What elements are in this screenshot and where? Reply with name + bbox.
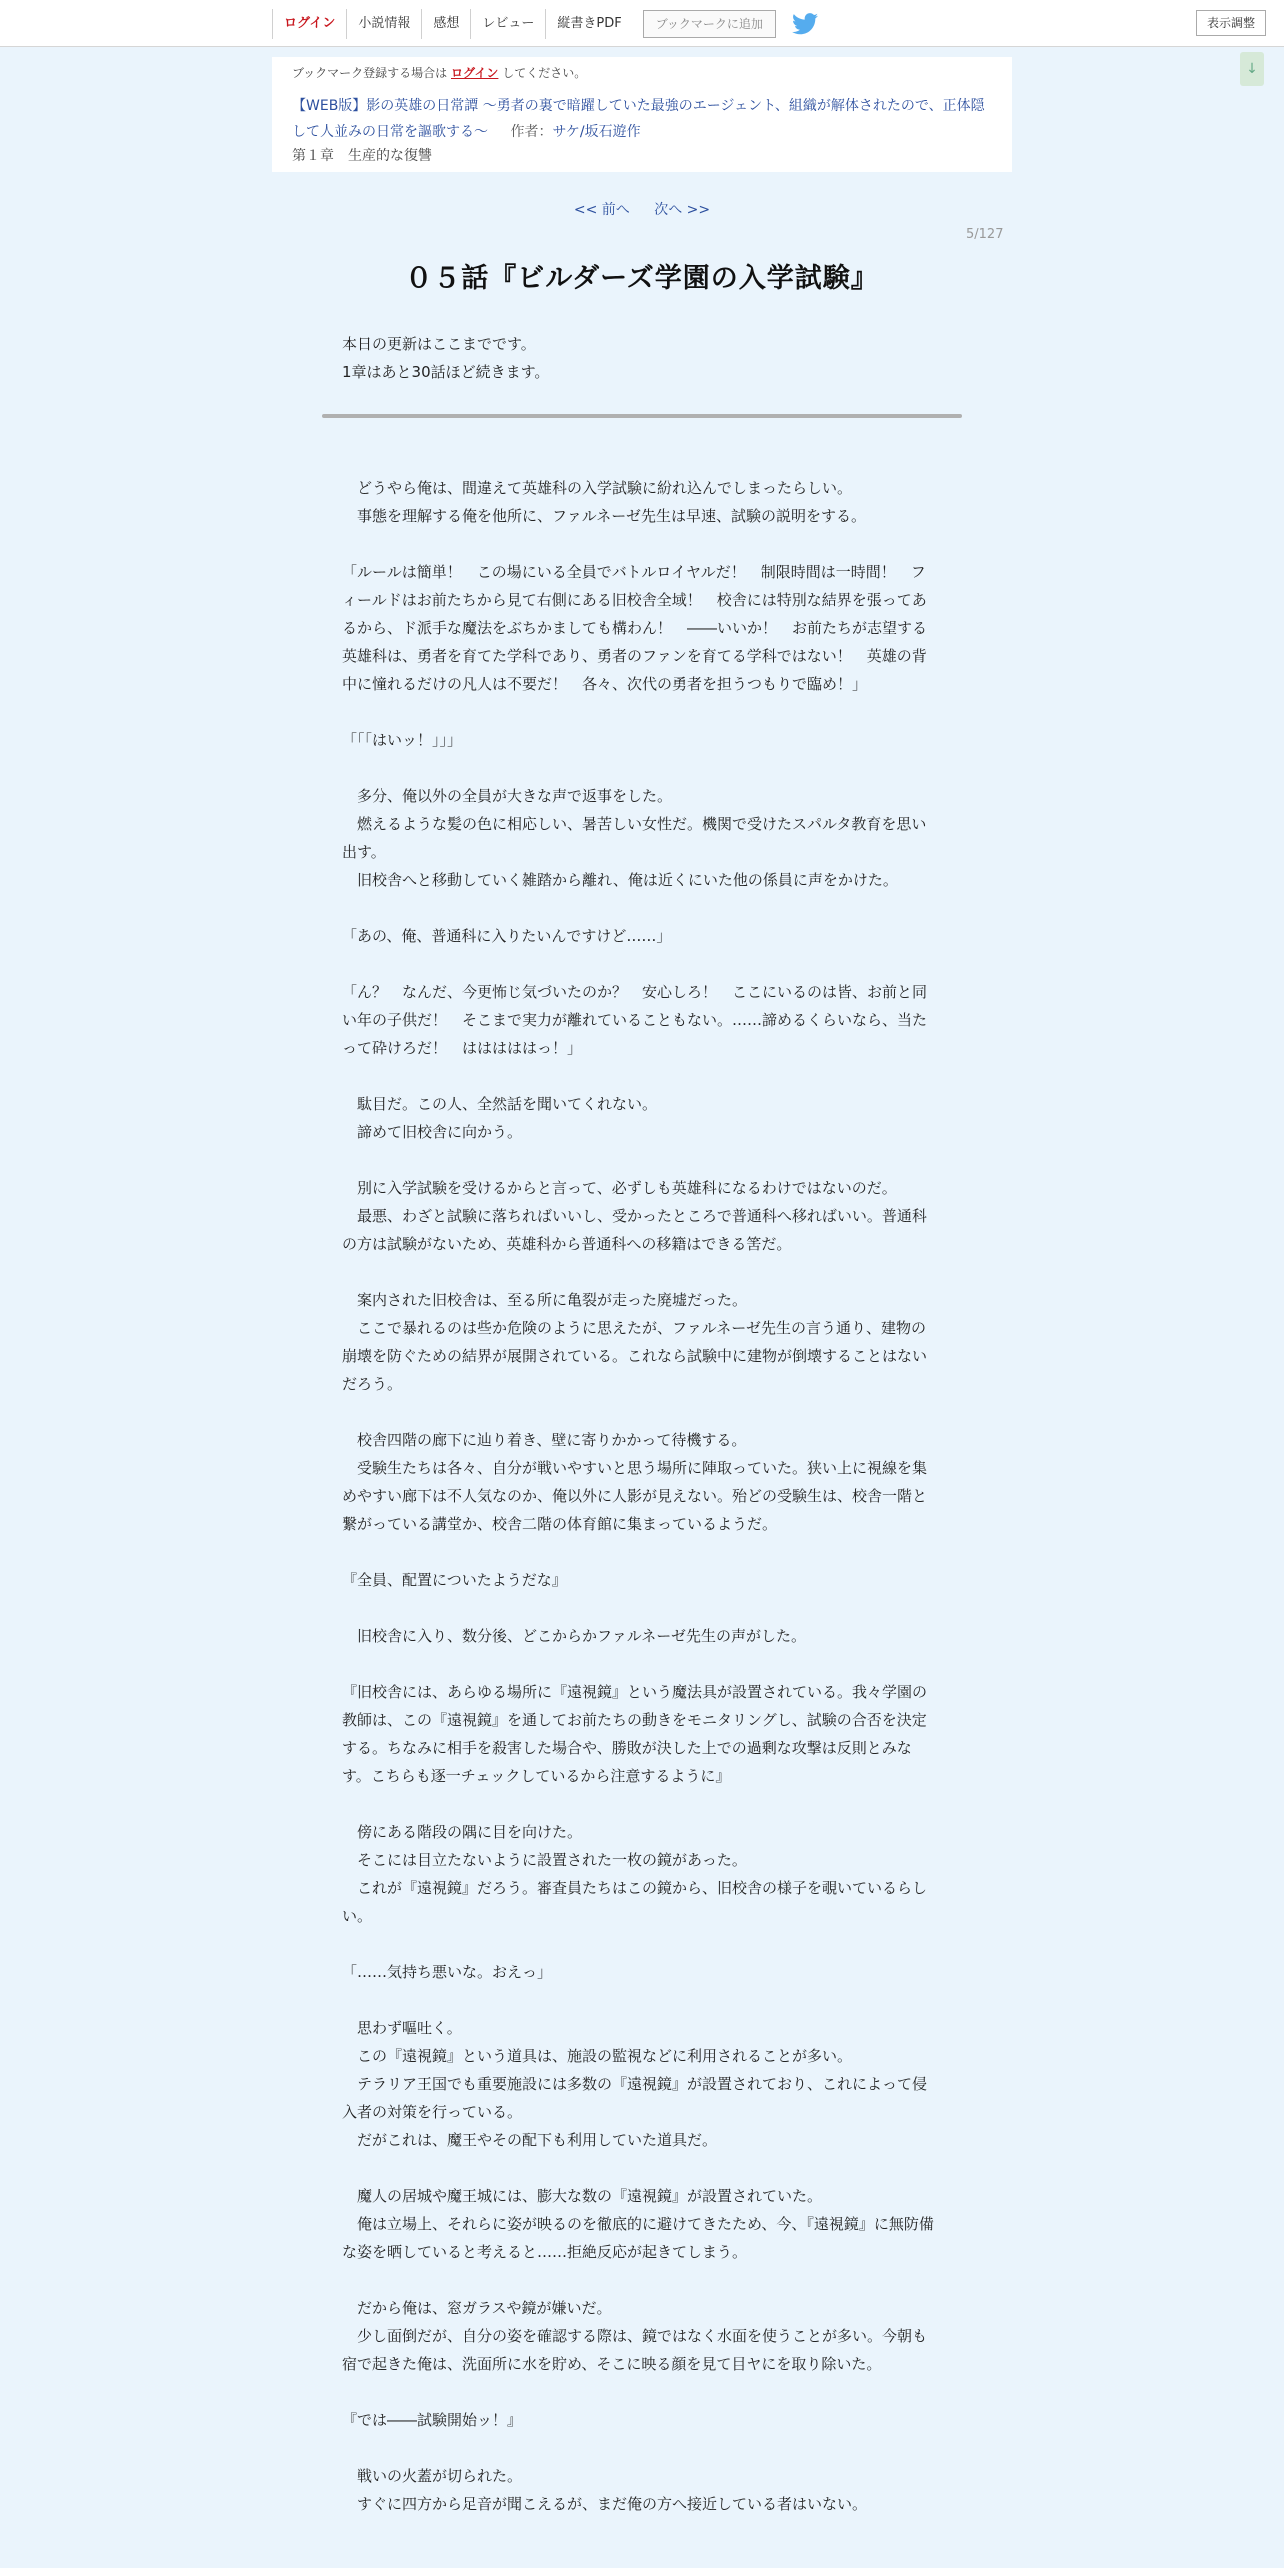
blank-line (342, 1258, 936, 1286)
blank-line (342, 894, 936, 922)
blank-line (342, 754, 936, 782)
nav-novel-info[interactable]: 小説情報 (346, 9, 421, 39)
body-paragraph: 思わず嘔吐く。 (342, 2019, 462, 2037)
blank-line (342, 530, 936, 558)
prev-link[interactable]: << 前へ (573, 202, 630, 218)
scroll-down-arrow-icon[interactable]: ↓ (1240, 52, 1264, 86)
login-note-suffix: してください。 (502, 66, 587, 80)
body-paragraph: 「ルールは簡単！ この場にいる全員でバトルロイヤルだ！ 制限時間は一時間！ フィールドはお前たちから見て右側にある旧校舎全域！ 校舎には特別な結界を張ってあるから、ド派手な魔法をぶちかましても構わん！ ――いいか！ お前たちが志望する英雄科は、勇者を育てた学科であり、勇者のファンを育てる学科ではない！ 英雄の背中に憧れるだけの凡人は不要だ！ 各々、次代の勇者を担うつもりで臨め！」 (342, 563, 928, 693)
next-link[interactable]: 次へ >> (654, 202, 711, 218)
blank-line (342, 2266, 936, 2294)
body-paragraph: これが『遠視鏡』だろう。審査員たちはこの鏡から、旧校舎の様子を覗いているらしい。 (342, 1879, 928, 1925)
novel-body (342, 474, 936, 2518)
body-paragraph: 『では――試験開始ッ！』 (342, 2411, 523, 2429)
author-label: 作者： (510, 124, 553, 140)
page-number: 5/127 (966, 227, 1004, 242)
nav-vertical-pdf[interactable]: 縦書きPDF (545, 9, 632, 39)
body-paragraph: そこには目立たないように設置された一枚の鏡があった。 (342, 1851, 747, 1869)
author-link[interactable]: サケ/坂石遊作 (552, 124, 641, 140)
body-paragraph: 受験生たちは各々、自分が戦いやすいと思う場所に陣取っていた。狭い上に視線を集めやすい廊下は不人気なのか、俺以外に人影が見えない。殆どの受験生は、校舎一階と繋がっている講堂か、校舎二階の体育館に集まっているようだ。 (342, 1459, 928, 1533)
preface-line: 本日の更新はここまでです。 (342, 335, 536, 353)
body-paragraph: 最悪、わざと試験に落ちればいいし、受かったところで普通科へ移ればいい。普通科の方は試験がないため、英雄科から普通科への移籍はできる筈だ。 (342, 1207, 927, 1253)
body-paragraph: 校舎四階の廊下に辿り着き、壁に寄りかかって待機する。 (342, 1431, 747, 1449)
login-link[interactable]: ログイン (451, 66, 499, 80)
series-title-link[interactable]: 【WEB版】影の英雄の日常譚 ～勇者の裏で暗躍していた最強のエージェント、組織が解体されたので、正体隠して人並みの日常を謳歌する～ (292, 98, 985, 140)
blank-line (342, 1986, 936, 2014)
add-bookmark-button[interactable]: ブックマークに追加 (643, 10, 776, 38)
body-paragraph: 俺は立場上、それらに姿が映るのを徹底的に避けてきたため、今、『遠視鏡』に無防備な姿を晒していると考えると……拒絶反応が起きてしまう。 (342, 2215, 934, 2261)
body-paragraph: 多分、俺以外の全員が大きな声で返事をした。 (342, 787, 673, 805)
blank-line (342, 1062, 936, 1090)
blank-line (342, 1930, 936, 1958)
nav-impressions[interactable]: 感想 (421, 9, 470, 39)
body-paragraph: 「ん？ なんだ、今更怖じ気づいたのか？ 安心しろ！ ここにいるのは皆、お前と同い年の子供だ！ そこまで実力が離れていることもない。……諦めるくらいなら、当たって砕けろだ！ はははははっ！」 (342, 983, 928, 1057)
body-paragraph: だから俺は、窓ガラスや鏡が嫌いだ。 (342, 2299, 612, 2317)
body-paragraph: 旧校舎に入り、数分後、どこからかファルネーゼ先生の声がした。 (342, 1627, 806, 1645)
body-paragraph: 案内された旧校舎は、至る所に亀裂が走った廃墟だった。 (342, 1291, 748, 1309)
blank-line (342, 1790, 936, 1818)
body-paragraph: 別に入学試験を受けるからと言って、必ずしも英雄科になるわけではないのだ。 (342, 1179, 897, 1197)
episode-title: ０５話『ビルダーズ学園の入学試験』 (405, 263, 879, 294)
site-header (0, 0, 1284, 47)
blank-line (342, 1594, 936, 1622)
novel-info-box (272, 57, 1012, 172)
body-paragraph: 『旧校舎には、あらゆる場所に『遠視鏡』という魔法具が設置されている。我々学園の教師は、この『遠視鏡』を通してお前たちの動きをモニタリングし、試験の合否を決定する。ちなみに相手を殺害した場合や、勝敗が決した上での過剰な攻撃は反則とみなす。こちらも逐一チェックしているから注意するように』 (342, 1683, 928, 1785)
body-paragraph: 傍にある階段の隅に目を向けた。 (342, 1823, 583, 1841)
blank-line (342, 1398, 936, 1426)
display-settings-button[interactable]: 表示調整 (1196, 10, 1266, 36)
blank-line (342, 950, 936, 978)
body-paragraph: 「……気持ち悪いな。おえっ」 (342, 1963, 553, 1981)
body-paragraph: 諦めて旧校舎に向かう。 (342, 1123, 523, 1141)
blank-line (342, 2154, 936, 2182)
preface-line: 1章はあと30話ほど続きます。 (342, 363, 550, 381)
body-paragraph: だがこれは、魔王やその配下も利用していた道具だ。 (342, 2131, 718, 2149)
blank-line (342, 2434, 936, 2462)
body-paragraph: 「あの、俺、普通科に入りたいんですけど……」 (342, 927, 672, 945)
body-paragraph: 戦いの火蓋が切られた。 (342, 2467, 523, 2485)
blank-line (342, 698, 936, 726)
body-paragraph: 「「「はいッ！」」」 (342, 731, 463, 749)
body-paragraph: 旧校舎へと移動していく雑踏から離れ、俺は近くにいた他の係員に声をかけた。 (342, 871, 898, 889)
body-paragraph: 駄目だ。この人、全然話を聞いてくれない。 (342, 1095, 658, 1113)
top-nav (272, 0, 818, 47)
nav-review[interactable]: レビュー (470, 9, 545, 39)
body-paragraph: 事態を理解する俺を他所に、ファルネーゼ先生は早速、試験の説明をする。 (342, 507, 866, 525)
divider (322, 414, 962, 418)
blank-line (342, 1538, 936, 1566)
chapter-title: 第１章 生産的な復讐 (292, 148, 432, 164)
body-paragraph: 『全員、配置についたようだな』 (342, 1571, 567, 1589)
body-paragraph: テラリア王国でも重要施設には多数の『遠視鏡』が設置されており、これによって侵入者の対策を行っている。 (342, 2075, 928, 2121)
login-note (292, 63, 992, 83)
blank-line (342, 2378, 936, 2406)
body-paragraph: ここで暴れるのは些か危険のように思えたが、ファルネーゼ先生の言う通り、建物の崩壊を防ぐための結界が展開されている。これなら試験中に建物が倒壊することはないだろう。 (342, 1319, 928, 1393)
twitter-icon[interactable] (792, 13, 818, 35)
blank-line (342, 1650, 936, 1678)
body-paragraph: どうやら俺は、間違えて英雄科の入学試験に紛れ込んでしまったらしい。 (342, 479, 853, 497)
body-paragraph: 魔人の居城や魔王城には、膨大な数の『遠視鏡』が設置されていた。 (342, 2187, 823, 2205)
body-paragraph: すぐに四方から足音が聞こえるが、まだ俺の方へ接近している者はいない。 (342, 2495, 868, 2513)
preface (342, 330, 942, 386)
body-paragraph: この『遠視鏡』という道具は、施設の監視などに利用されることが多い。 (342, 2047, 853, 2065)
series-line (292, 93, 992, 145)
blank-line (342, 1146, 936, 1174)
login-note-prefix: ブックマーク登録する場合は (292, 66, 448, 80)
nav-login[interactable]: ログイン (272, 9, 346, 39)
body-paragraph: 少し面倒だが、自分の姿を確認する際は、鏡ではなく水面を使うことが多い。今朝も宿で起きた俺は、洗面所に水を貯め、そこに映る顔を見て目ヤにを取り除いた。 (342, 2327, 928, 2373)
body-paragraph: 燃えるような髪の色に相応しい、暑苦しい女性だ。機関で受けたスパルタ教育を思い出す。 (342, 815, 927, 861)
pager (0, 199, 1284, 219)
